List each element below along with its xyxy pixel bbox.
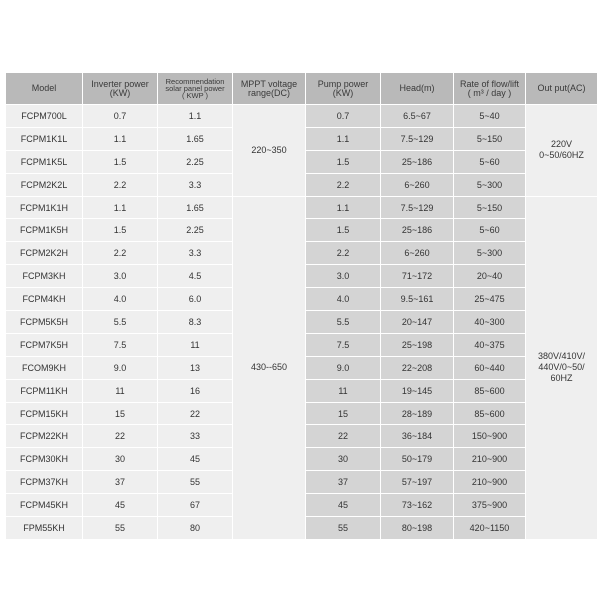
cell-model: FCPM3KH	[6, 265, 83, 288]
cell-model: FCPM1K5H	[6, 219, 83, 242]
cell-model: FCOM9KH	[6, 356, 83, 379]
cell-inverter-power: 7.5	[83, 333, 158, 356]
cell-pump-power: 9.0	[306, 356, 381, 379]
cell-inverter-power: 15	[83, 402, 158, 425]
cell-flow-rate: 40~300	[454, 311, 526, 334]
cell-pump-power: 2.2	[306, 242, 381, 265]
cell-pump-power: 0.7	[306, 105, 381, 128]
header-flow-line1: Rate of flow/lift	[459, 78, 520, 89]
cell-flow-rate: 5~300	[454, 173, 526, 196]
cell-inverter-power: 4.0	[83, 288, 158, 311]
header-mppt-voltage	[233, 73, 306, 105]
header-row	[6, 73, 598, 105]
cell-solar-power: 3.3	[158, 173, 233, 196]
cell-solar-power: 13	[158, 356, 233, 379]
cell-pump-power: 5.5	[306, 311, 381, 334]
cell-flow-rate: 5~60	[454, 219, 526, 242]
cell-pump-power: 2.2	[306, 173, 381, 196]
cell-head: 9.5~161	[381, 288, 454, 311]
cell-pump-power: 1.1	[306, 127, 381, 150]
cell-inverter-power: 30	[83, 448, 158, 471]
cell-solar-power: 1.65	[158, 127, 233, 150]
cell-head: 73~162	[381, 494, 454, 517]
header-pump-line2: (KW)	[332, 87, 354, 98]
cell-flow-rate: 25~475	[454, 288, 526, 311]
cell-inverter-power: 37	[83, 471, 158, 494]
cell-inverter-power: 22	[83, 425, 158, 448]
cell-inverter-power: 5.5	[83, 311, 158, 334]
cell-inverter-power: 2.2	[83, 173, 158, 196]
cell-pump-power: 22	[306, 425, 381, 448]
cell-model: FCPM22KH	[6, 425, 83, 448]
cell-inverter-power: 55	[83, 517, 158, 540]
header-recommend-line2: solar panel power	[165, 84, 225, 93]
cell-head: 25~186	[381, 219, 454, 242]
header-recommend-line1: Recommendation	[165, 77, 225, 86]
cell-model: FCPM5K5H	[6, 311, 83, 334]
cell-model: FCPM15KH	[6, 402, 83, 425]
cell-flow-rate: 375~900	[454, 494, 526, 517]
cell-head: 36~184	[381, 425, 454, 448]
header-flow-rate	[454, 73, 526, 105]
header-mppt-line1: MPPT voltage	[240, 78, 298, 89]
cell-head: 71~172	[381, 265, 454, 288]
cell-solar-power: 1.1	[158, 105, 233, 128]
cell-head: 20~147	[381, 311, 454, 334]
cell-pump-power: 1.5	[306, 150, 381, 173]
cell-solar-power: 2.25	[158, 150, 233, 173]
cell-solar-power: 3.3	[158, 242, 233, 265]
cell-pump-power: 11	[306, 379, 381, 402]
cell-head: 7.5~129	[381, 196, 454, 219]
cell-flow-rate: 40~375	[454, 333, 526, 356]
cell-inverter-power: 0.7	[83, 105, 158, 128]
header-inverter-line1: Inverter power	[91, 78, 149, 89]
table-row	[6, 196, 598, 219]
cell-solar-power: 67	[158, 494, 233, 517]
cell-head: 50~179	[381, 448, 454, 471]
cell-model: FCPM1K1H	[6, 196, 83, 219]
cell-output-low: 220V 0~50/60HZ	[526, 105, 598, 197]
pump-inverter-spec-table	[5, 72, 598, 540]
header-output: Out put(AC)	[526, 73, 598, 105]
cell-pump-power: 45	[306, 494, 381, 517]
cell-head: 28~189	[381, 402, 454, 425]
cell-head: 80~198	[381, 517, 454, 540]
output-high-line1: 380V/410V/	[537, 351, 586, 362]
output-high-line3: 60HZ	[550, 373, 573, 384]
cell-head: 25~186	[381, 150, 454, 173]
cell-pump-power: 37	[306, 471, 381, 494]
cell-model: FCPM4KH	[6, 288, 83, 311]
cell-pump-power: 4.0	[306, 288, 381, 311]
header-inverter-power	[83, 73, 158, 105]
cell-flow-rate: 5~40	[454, 105, 526, 128]
header-recommended-solar	[158, 73, 233, 105]
header-head: Head(m)	[381, 73, 454, 105]
cell-model: FPM55KH	[6, 517, 83, 540]
header-inverter-line2: (KW)	[109, 87, 131, 98]
cell-pump-power: 30	[306, 448, 381, 471]
cell-flow-rate: 210~900	[454, 471, 526, 494]
cell-solar-power: 16	[158, 379, 233, 402]
header-mppt-line2: range(DC)	[247, 87, 290, 98]
cell-flow-rate: 420~1150	[454, 517, 526, 540]
cell-inverter-power: 3.0	[83, 265, 158, 288]
header-recommend-line3: ( KWP )	[181, 91, 209, 100]
cell-model: FCPM30KH	[6, 448, 83, 471]
cell-head: 57~197	[381, 471, 454, 494]
cell-pump-power: 1.1	[306, 196, 381, 219]
cell-inverter-power: 11	[83, 379, 158, 402]
cell-flow-rate: 150~900	[454, 425, 526, 448]
cell-pump-power: 3.0	[306, 265, 381, 288]
output-high-line2: 440V/0~50/	[538, 362, 585, 373]
cell-model: FCPM2K2L	[6, 173, 83, 196]
header-flow-line2: ( m³ / day )	[467, 87, 512, 98]
table-row	[6, 105, 598, 128]
cell-mppt-range-low: 220~350	[233, 105, 306, 197]
cell-inverter-power: 1.1	[83, 196, 158, 219]
cell-flow-rate: 210~900	[454, 448, 526, 471]
cell-solar-power: 8.3	[158, 311, 233, 334]
cell-model: FCPM7K5H	[6, 333, 83, 356]
cell-solar-power: 55	[158, 471, 233, 494]
cell-flow-rate: 5~150	[454, 127, 526, 150]
cell-model: FCPM1K5L	[6, 150, 83, 173]
cell-inverter-power: 45	[83, 494, 158, 517]
cell-solar-power: 4.5	[158, 265, 233, 288]
cell-inverter-power: 9.0	[83, 356, 158, 379]
cell-head: 19~145	[381, 379, 454, 402]
table-body	[6, 105, 598, 540]
cell-solar-power: 1.65	[158, 196, 233, 219]
header-model: Model	[6, 73, 83, 105]
cell-head: 6~260	[381, 173, 454, 196]
cell-model: FCPM700L	[6, 105, 83, 128]
cell-solar-power: 2.25	[158, 219, 233, 242]
cell-solar-power: 33	[158, 425, 233, 448]
cell-mppt-range-high: 430--650	[233, 196, 306, 539]
cell-pump-power: 55	[306, 517, 381, 540]
cell-flow-rate: 60~440	[454, 356, 526, 379]
cell-solar-power: 45	[158, 448, 233, 471]
cell-flow-rate: 85~600	[454, 402, 526, 425]
cell-pump-power: 15	[306, 402, 381, 425]
cell-model: FCPM11KH	[6, 379, 83, 402]
cell-flow-rate: 5~150	[454, 196, 526, 219]
header-pump-power	[306, 73, 381, 105]
cell-pump-power: 1.5	[306, 219, 381, 242]
cell-inverter-power: 1.1	[83, 127, 158, 150]
cell-model: FCPM2K2H	[6, 242, 83, 265]
cell-solar-power: 11	[158, 333, 233, 356]
cell-flow-rate: 5~60	[454, 150, 526, 173]
cell-head: 6~260	[381, 242, 454, 265]
cell-head: 6.5~67	[381, 105, 454, 128]
cell-pump-power: 7.5	[306, 333, 381, 356]
cell-model: FCPM1K1L	[6, 127, 83, 150]
cell-output-high	[526, 196, 598, 539]
cell-solar-power: 6.0	[158, 288, 233, 311]
header-pump-line1: Pump power	[317, 78, 369, 89]
cell-flow-rate: 85~600	[454, 379, 526, 402]
cell-head: 7.5~129	[381, 127, 454, 150]
cell-solar-power: 80	[158, 517, 233, 540]
cell-inverter-power: 1.5	[83, 150, 158, 173]
cell-solar-power: 22	[158, 402, 233, 425]
cell-head: 22~208	[381, 356, 454, 379]
cell-model: FCPM45KH	[6, 494, 83, 517]
cell-inverter-power: 1.5	[83, 219, 158, 242]
cell-flow-rate: 20~40	[454, 265, 526, 288]
cell-inverter-power: 2.2	[83, 242, 158, 265]
cell-head: 25~198	[381, 333, 454, 356]
cell-model: FCPM37KH	[6, 471, 83, 494]
cell-flow-rate: 5~300	[454, 242, 526, 265]
